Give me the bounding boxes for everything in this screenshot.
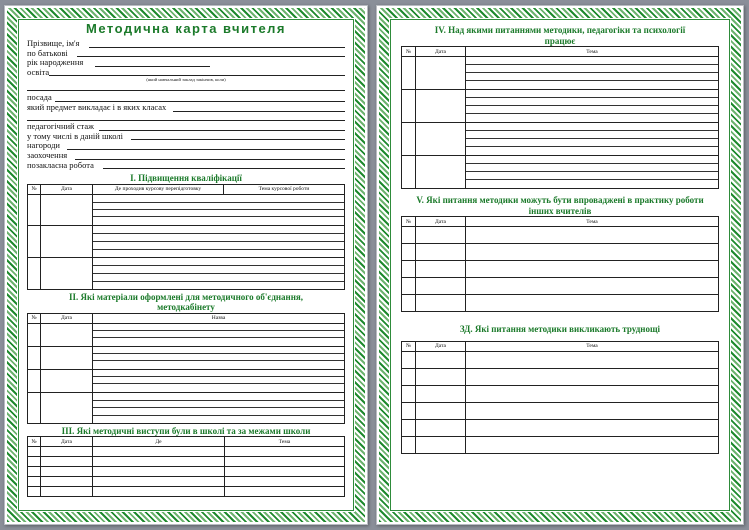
section-4-title: IV. Над якими питаннями методики, педагогіки та психології працює [434, 25, 686, 46]
table-cell[interactable] [93, 457, 225, 467]
table-cell[interactable] [28, 369, 41, 392]
field-extracurricular [27, 161, 345, 171]
personal-info [27, 39, 345, 170]
field-label: заохочення [27, 149, 68, 160]
table-cell[interactable] [402, 244, 416, 261]
section-6-title: ЗД. Які питання методики викликають труднощі [459, 324, 661, 334]
table-cell[interactable] [416, 368, 466, 385]
fill-line [173, 111, 345, 112]
difficulties-table [401, 341, 719, 454]
fill-line [131, 139, 345, 140]
table-row [402, 227, 719, 244]
field-label: рік народження [27, 57, 84, 68]
fill-line [77, 56, 345, 57]
table-cell[interactable] [41, 257, 93, 289]
table-cell[interactable] [416, 402, 466, 419]
table-cell[interactable] [416, 156, 466, 189]
table-cell[interactable] [41, 369, 93, 392]
table-cell[interactable] [28, 225, 41, 257]
table-cell[interactable] [416, 278, 466, 295]
table-row [402, 295, 719, 312]
table-header [28, 437, 345, 447]
table-cell[interactable] [402, 57, 416, 90]
table-cell[interactable] [93, 194, 345, 225]
table-cell[interactable] [93, 447, 225, 457]
fill-line [89, 47, 345, 48]
table-cell[interactable] [466, 351, 719, 368]
table-cell[interactable] [466, 419, 719, 436]
left-page-content [27, 21, 345, 509]
table-row [28, 487, 345, 497]
table-cell[interactable] [416, 436, 466, 453]
table-cell[interactable] [225, 487, 345, 497]
table-cell[interactable] [402, 295, 416, 312]
field-label: Прізвище, ім'я [27, 38, 80, 48]
table-cell[interactable] [28, 323, 41, 346]
page-title: Методична карта вчителя [85, 21, 287, 36]
table-cell[interactable] [28, 257, 41, 289]
fill-line [95, 66, 210, 67]
field-label: педагогічний стаж [27, 121, 94, 132]
column-header: Дата [416, 217, 466, 227]
qualification-table [27, 184, 345, 290]
table-cell[interactable] [466, 368, 719, 385]
table-cell[interactable] [466, 295, 719, 312]
field-awards [27, 141, 345, 151]
table-cell[interactable] [28, 346, 41, 369]
table-cell[interactable] [28, 477, 41, 487]
column-header: Тема [466, 47, 719, 57]
table-row [402, 402, 719, 419]
table-cell[interactable] [41, 467, 93, 477]
table-cell[interactable] [402, 402, 416, 419]
table-row [28, 457, 345, 467]
table-cell[interactable] [466, 227, 719, 244]
column-header: № [28, 437, 41, 447]
table-cell[interactable] [225, 457, 345, 467]
table-header [28, 313, 345, 323]
table-row [402, 278, 719, 295]
table-cell[interactable] [416, 57, 466, 90]
table-cell[interactable] [466, 90, 719, 123]
table-cell[interactable] [93, 323, 345, 346]
table-row [402, 261, 719, 278]
field-label: посада [27, 92, 52, 103]
fill-line [99, 130, 345, 131]
column-header: № [402, 47, 416, 57]
table-cell[interactable] [416, 261, 466, 278]
table-cell[interactable] [402, 261, 416, 278]
table-cell[interactable] [93, 467, 225, 477]
table-row [28, 447, 345, 457]
table-cell[interactable] [93, 392, 345, 423]
section-3-title: III. Які методичні виступи були в школі та за межами школи [61, 425, 311, 436]
table-cell[interactable] [41, 323, 93, 346]
section-2-title: II. Які матеріали оформлені для методичного об'єднання, методкабінету [68, 291, 304, 313]
table-cell[interactable] [41, 346, 93, 369]
table-cell[interactable] [402, 123, 416, 156]
table-header [28, 184, 345, 194]
column-header: Тема [225, 437, 345, 447]
table-cell[interactable] [93, 477, 225, 487]
table-cell[interactable] [402, 436, 416, 453]
right-page [376, 5, 744, 525]
table-cell[interactable] [41, 194, 93, 225]
field-label: у тому числі в даній школі [27, 130, 123, 141]
table-cell[interactable] [416, 90, 466, 123]
table-row [402, 368, 719, 385]
table-cell[interactable] [402, 90, 416, 123]
column-header: Дата [41, 313, 93, 323]
table-cell[interactable] [416, 419, 466, 436]
table-cell[interactable] [466, 436, 719, 453]
fill-line [49, 75, 345, 76]
table-cell[interactable] [466, 402, 719, 419]
column-header: Дата [416, 47, 466, 57]
table-cell[interactable] [225, 467, 345, 477]
section-5-title: V. Які питання методики можуть бути впроваджені в практику роботи інших вчителів [416, 195, 704, 216]
table-cell[interactable] [28, 467, 41, 477]
table-row [28, 346, 345, 369]
fill-line [103, 168, 345, 169]
table-header [402, 47, 719, 57]
table-cell[interactable] [93, 257, 345, 289]
table-cell[interactable] [466, 156, 719, 189]
table-row [402, 436, 719, 453]
right-page-content [401, 21, 719, 509]
field-label: освіта [27, 66, 50, 77]
field-name [27, 39, 345, 49]
table-row [28, 477, 345, 487]
table-row [402, 385, 719, 402]
table-row [28, 467, 345, 477]
table-cell[interactable] [402, 419, 416, 436]
table-cell[interactable] [41, 457, 93, 467]
fill-line [75, 159, 345, 160]
column-header: Тема [466, 217, 719, 227]
table-row [28, 225, 345, 257]
table-row [28, 392, 345, 423]
table-row [402, 123, 719, 156]
field-birth-year [27, 58, 345, 68]
fill-line [27, 83, 345, 91]
field-label: по батькові [27, 47, 68, 58]
column-header: № [402, 217, 416, 227]
table-cell[interactable] [41, 225, 93, 257]
table-cell[interactable] [28, 392, 41, 423]
education-note: (який навчальний заклад закінчив, коли) [146, 77, 226, 83]
column-header: № [28, 313, 41, 323]
column-header: Де [93, 437, 225, 447]
table-cell[interactable] [41, 477, 93, 487]
table-cell[interactable] [466, 244, 719, 261]
table-cell[interactable] [416, 385, 466, 402]
table-cell[interactable] [28, 457, 41, 467]
table-cell[interactable] [466, 57, 719, 90]
table-cell[interactable] [466, 261, 719, 278]
column-header: Дата [41, 437, 93, 447]
column-header: Дата [41, 184, 93, 194]
column-header: Де проходив курсову перепідготовку [93, 184, 224, 194]
table-cell[interactable] [28, 487, 41, 497]
table-cell[interactable] [402, 278, 416, 295]
field-school-experience [27, 132, 345, 142]
table-cell[interactable] [41, 392, 93, 423]
table-cell[interactable] [225, 477, 345, 487]
column-header: Тема курсової роботи [224, 184, 345, 194]
practices-table [401, 216, 719, 312]
table-cell[interactable] [466, 278, 719, 295]
table-cell[interactable] [402, 368, 416, 385]
table-row [402, 57, 719, 90]
table-cell[interactable] [93, 369, 345, 392]
table-cell[interactable] [93, 487, 225, 497]
table-cell[interactable] [402, 385, 416, 402]
table-cell[interactable] [416, 295, 466, 312]
table-cell[interactable] [225, 447, 345, 457]
table-cell[interactable] [416, 244, 466, 261]
section-1-title: I. Підвищення кваліфікації [130, 173, 242, 184]
table-cell[interactable] [402, 351, 416, 368]
table-row [28, 369, 345, 392]
field-label: який предмет викладає і в яких класах [27, 101, 167, 112]
table-row [28, 323, 345, 346]
table-cell[interactable] [402, 156, 416, 189]
table-cell[interactable] [41, 447, 93, 457]
table-cell[interactable] [466, 123, 719, 156]
table-row [28, 257, 345, 289]
fill-line [67, 149, 345, 150]
table-header [402, 341, 719, 351]
column-header: № [28, 184, 41, 194]
column-header: № [402, 341, 416, 351]
field-label: позакласна робота [27, 159, 94, 170]
speeches-table [27, 436, 345, 497]
field-label: нагороди [27, 140, 60, 151]
table-cell[interactable] [41, 487, 93, 497]
table-row [402, 156, 719, 189]
table-cell[interactable] [28, 194, 41, 225]
column-header: Тема [466, 341, 719, 351]
materials-table [27, 313, 345, 424]
table-row [28, 194, 345, 225]
table-cell[interactable] [416, 227, 466, 244]
column-header: Назва [93, 313, 345, 323]
table-cell[interactable] [28, 447, 41, 457]
table-cell[interactable] [93, 225, 345, 257]
table-row [402, 90, 719, 123]
table-cell[interactable] [93, 346, 345, 369]
column-header: Дата [416, 341, 466, 351]
table-cell[interactable] [402, 227, 416, 244]
field-education [27, 68, 345, 78]
table-cell[interactable] [416, 351, 466, 368]
left-page [4, 5, 368, 525]
field-subject [27, 103, 345, 113]
table-cell[interactable] [416, 123, 466, 156]
table-row [402, 244, 719, 261]
table-row [402, 419, 719, 436]
table-cell[interactable] [466, 385, 719, 402]
research-table [401, 46, 719, 189]
table-header [402, 217, 719, 227]
table-row [402, 351, 719, 368]
